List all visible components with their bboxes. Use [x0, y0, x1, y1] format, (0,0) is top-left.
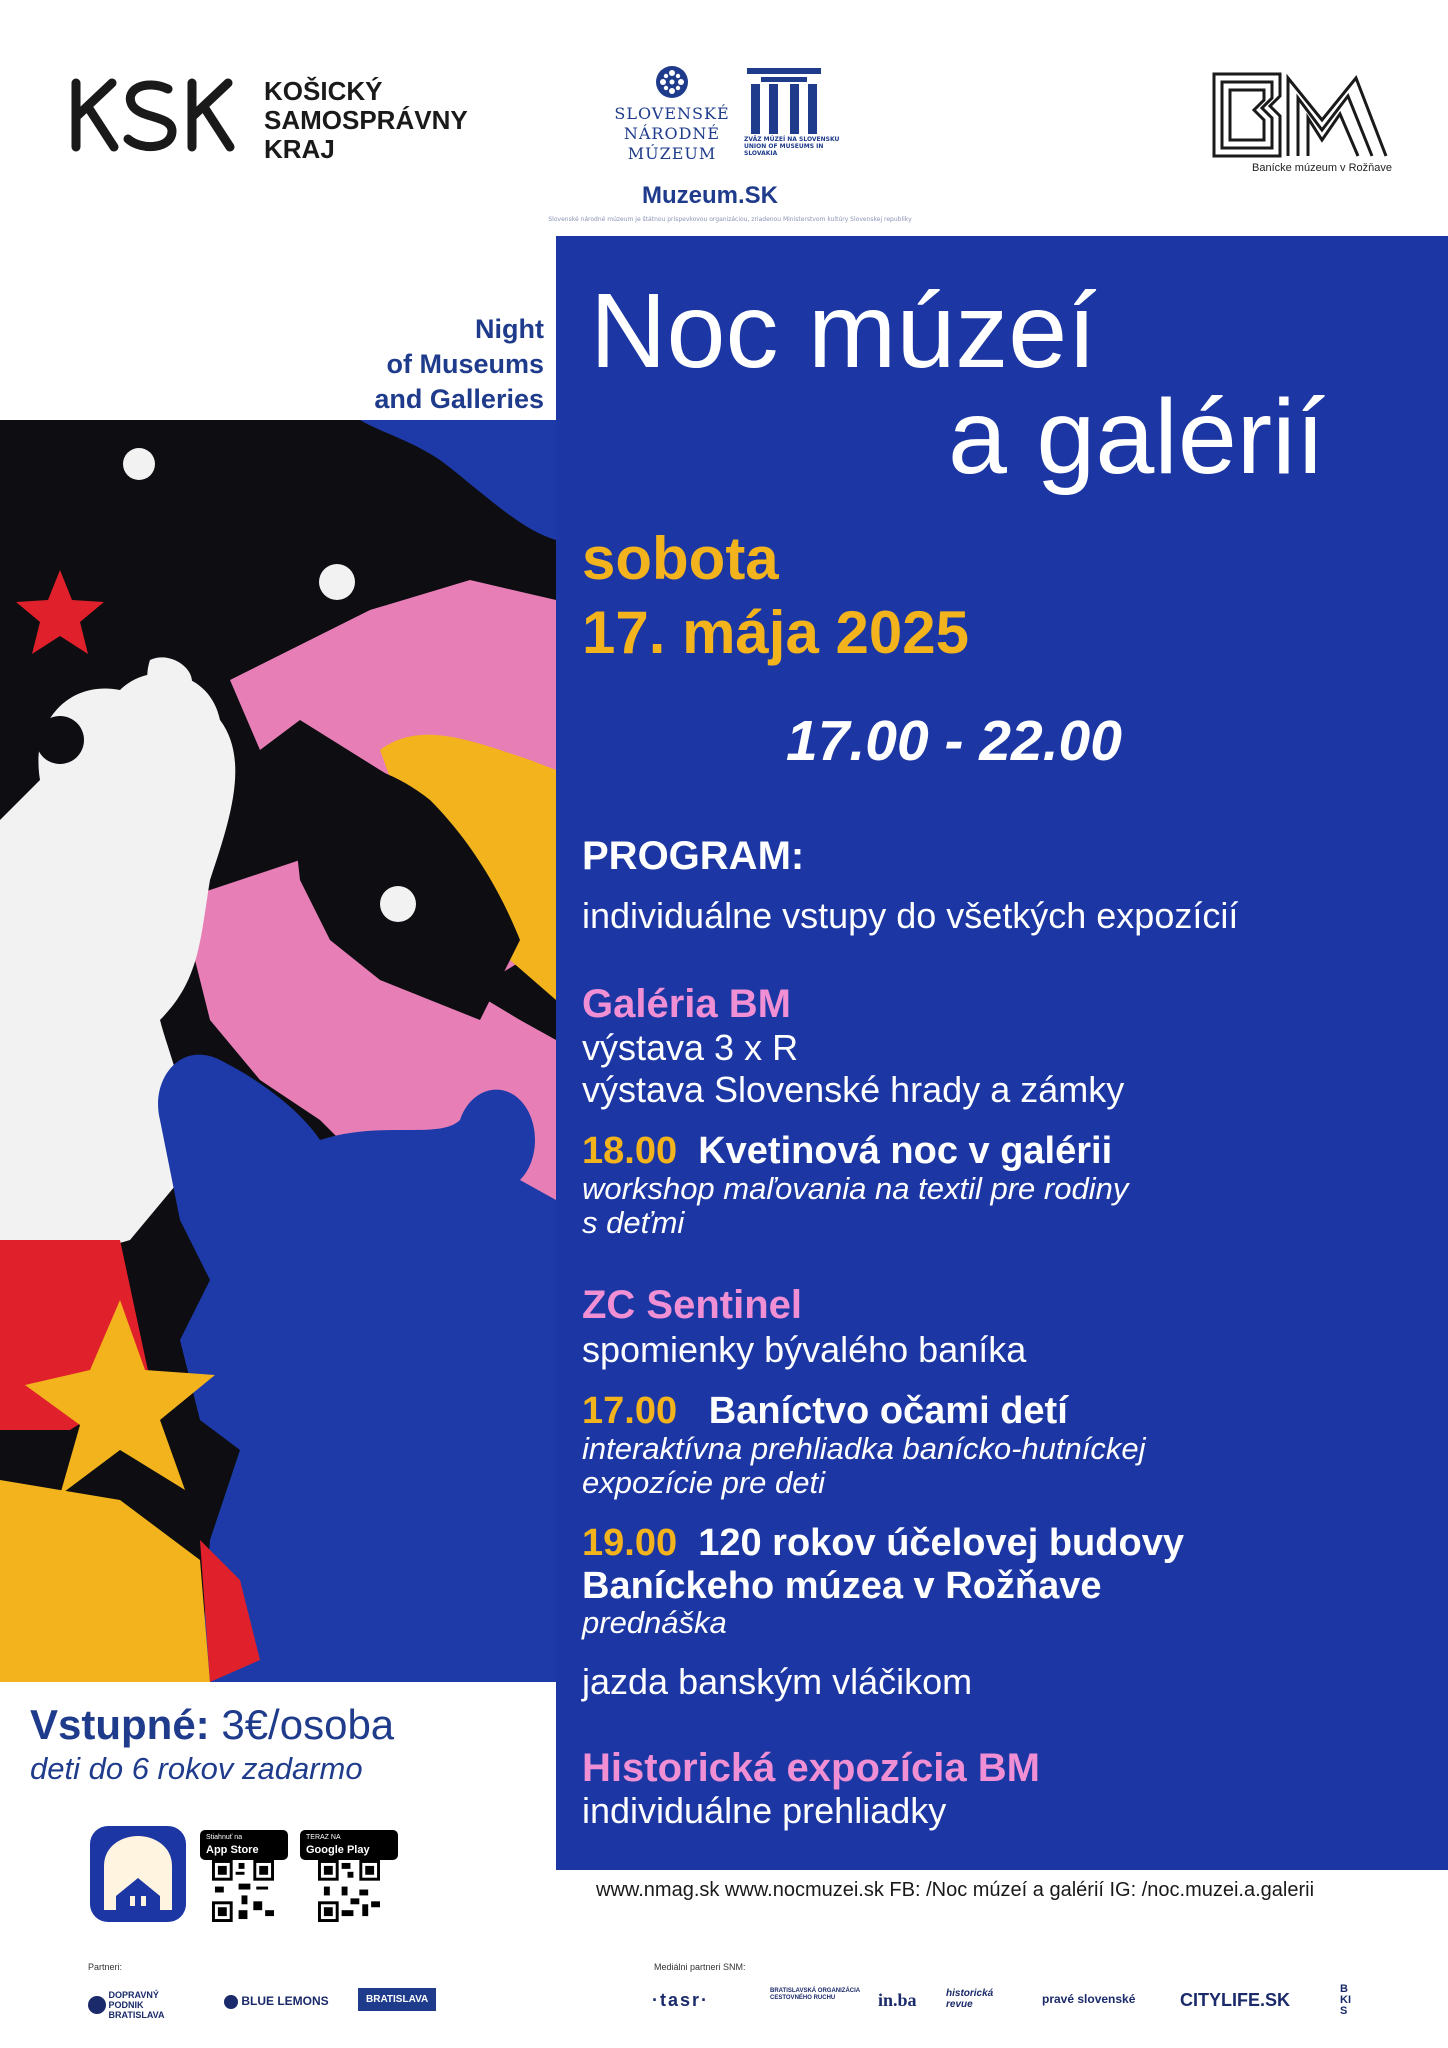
- app-store-badge[interactable]: [200, 1830, 288, 1860]
- admission-note: deti do 6 rokov zadarmo: [30, 1751, 363, 1786]
- zc-name: ZC Sentinel: [582, 1283, 803, 1327]
- app-icon[interactable]: [90, 1826, 186, 1922]
- event-desc: s deťmi: [582, 1205, 685, 1240]
- muzeum-sk: Muzeum.SK: [642, 182, 779, 209]
- subtitle-en: [374, 312, 544, 417]
- artwork-image: [0, 420, 556, 1682]
- media-citylife: CITYLIFE.SK: [1180, 1990, 1291, 2010]
- google-play-badge[interactable]: [300, 1830, 398, 1860]
- event-title: 120 rokov účelovej budovy: [698, 1522, 1184, 1564]
- bluelemons-icon: [224, 1995, 238, 2009]
- partners-label: Partneri:: [88, 1962, 123, 1972]
- media-label: Mediálni partneri SNM:: [654, 1962, 746, 1972]
- date-full: 17. mája 2025: [582, 599, 969, 666]
- partner-bluelemons: [224, 1994, 329, 2009]
- media-tasr: ·tasr·: [652, 1990, 710, 2010]
- galeria-event: [582, 1128, 1112, 1174]
- zvaz-name: [744, 136, 844, 157]
- ksk-name-line: KOŠICKÝ: [264, 76, 383, 106]
- zvaz-columns-icon: [747, 68, 821, 134]
- subtitle-line: Night: [475, 314, 544, 344]
- snm-note: Slovenské národné múzeum je štátnou príspevkovou organizáciou, zriadenou Ministerstvom kultúry Slovenskej republiky: [548, 216, 912, 223]
- snm-name-line: MÚZEUM: [627, 144, 717, 163]
- subtitle-line: of Museums: [386, 349, 544, 379]
- program-heading: PROGRAM:: [582, 834, 805, 878]
- event-desc: interaktívna prehliadka banícko-hutníckej: [582, 1431, 1146, 1466]
- ksk-mark-icon: [68, 75, 248, 155]
- partner-dpb: [88, 1990, 189, 2020]
- media-bocr: BRATISLAVSKÁ ORGANIZÁCIA CESTOVNÉHO RUCHU: [770, 1988, 860, 2001]
- zc-event-2: [582, 1520, 1184, 1566]
- admission-price: 3€/osoba: [221, 1701, 395, 1748]
- snm-name-line: SLOVENSKÉ: [614, 104, 730, 123]
- event-desc: expozície pre deti: [582, 1465, 825, 1500]
- galeria-line: výstava 3 x R: [582, 1027, 799, 1068]
- historicka-name: Historická expozícia BM: [582, 1746, 1040, 1790]
- ksk-name-line: KRAJ: [264, 134, 335, 164]
- snm-name: [612, 104, 732, 164]
- ksk-name-line: SAMOSPRÁVNY: [264, 105, 468, 135]
- zc-line: spomienky bývalého baníka: [582, 1329, 1027, 1370]
- galeria-name: Galéria BM: [582, 982, 791, 1026]
- time-range: 17.00 - 22.00: [786, 709, 1122, 773]
- galeria-line: výstava Slovenské hrady a zámky: [582, 1069, 1125, 1110]
- partner-name: DOPRAVNÝ PODNIK BRATISLAVA: [108, 1990, 165, 2020]
- partner-name: BLUE LEMONS: [241, 1994, 329, 2008]
- title-line-1: Noc múzeí: [590, 272, 1097, 390]
- bm-logo: [1210, 70, 1393, 190]
- partner-bratislava: BRATISLAVA: [358, 1988, 436, 2011]
- snm-name-line: NÁRODNÉ: [623, 124, 721, 143]
- event-time: 17.00: [582, 1390, 678, 1432]
- subtitle-line: and Galleries: [374, 384, 544, 414]
- bm-caption: Banícke múzeum v Rožňave: [1252, 162, 1393, 174]
- event-time: 19.00: [582, 1522, 678, 1564]
- appstore-small: Stiahnuť na: [206, 1834, 243, 1841]
- date-day: sobota: [582, 525, 779, 592]
- event-time: 18.00: [582, 1130, 678, 1172]
- museum-app-icon: [90, 1826, 186, 1922]
- googleplay-small: TERAZ NA: [306, 1834, 341, 1841]
- ksk-name: [264, 77, 468, 164]
- appstore-label: App Store: [206, 1844, 259, 1856]
- event-desc: workshop maľovania na textil pre rodiny: [582, 1171, 1129, 1206]
- snm-star-icon: [654, 64, 690, 100]
- zvaz-name-line: UNION OF MUSEUMS IN SLOVAKIA: [744, 143, 824, 157]
- googleplay-label: Google Play: [306, 1844, 370, 1856]
- web-links[interactable]: www.nmag.sk www.nocmuzei.sk FB: /Noc múzeí a galérií IG: /noc.muzei.a.galerii: [596, 1879, 1315, 1901]
- event-desc: prednáška: [582, 1605, 727, 1640]
- zc-event-1: [582, 1388, 1068, 1434]
- admission: [30, 1700, 394, 1788]
- event-title-cont: Baníckeho múzea v Rožňave: [582, 1565, 1102, 1607]
- title-line-2: a galérií: [948, 378, 1326, 496]
- train-ride: jazda banským vláčikom: [582, 1661, 973, 1702]
- historicka-line: individuálne prehliadky: [582, 1790, 947, 1831]
- qr-code-appstore[interactable]: [212, 1860, 274, 1922]
- ksk-logo: [68, 75, 468, 175]
- admission-label: Vstupné:: [30, 1701, 210, 1748]
- media-bkis: BKIS: [1340, 1983, 1351, 2017]
- qr-code-googleplay[interactable]: [318, 1860, 380, 1922]
- event-title: Kvetinová noc v galérii: [698, 1130, 1113, 1172]
- bm-mark-icon: [1210, 70, 1390, 160]
- zvaz-name-line: ZVÄZ MÚZEÍ NA SLOVENSKU: [744, 136, 840, 143]
- event-title: Baníctvo očami detí: [708, 1390, 1068, 1432]
- media-historicka-revue: historická revue: [946, 1988, 994, 2010]
- dpb-icon: [88, 1996, 106, 2014]
- media-prave-slovenske: pravé slovenské: [1042, 1992, 1136, 2006]
- snm-logo: [612, 64, 842, 234]
- media-inba: in.ba: [878, 1990, 917, 2010]
- program-intro: individuálne vstupy do všetkých expozícií: [582, 895, 1239, 936]
